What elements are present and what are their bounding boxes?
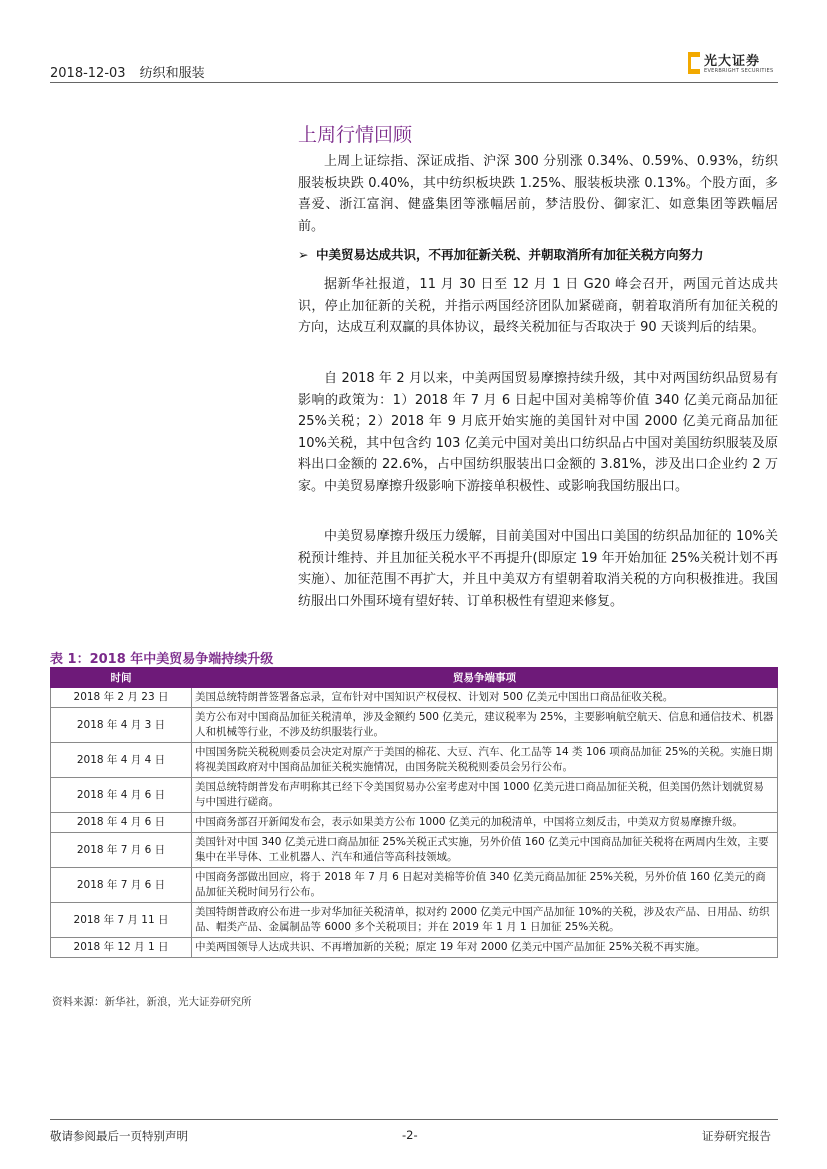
footer-report-type: 证券研究报告 bbox=[702, 1129, 771, 1143]
paragraph-trade-friction: 自 2018 年 2 月以来，中美两国贸易摩擦持续升级，其中对两国纺织品贸易有影响的政策为：1）2018 年 7 月 6 日起中国对美棉等价值 340 亿美元商品加征 25%关税；2）2018 年 9 月底开始实施的美国针对中国 2000 亿美元商品加征 10%关税，其中包含约 103 亿美元中国对美出口纺织品占中国对美国纺织服装及原料出口金额的 22.6%，占中国纺织服装出口金额的 3.81%，涉及出口企业约 2 万家。中美贸易摩擦升级影响下游接单积极性、或影响我国纺服出口。 bbox=[298, 371, 778, 494]
logo-english: EVERBRIGHT SECURITIES bbox=[704, 68, 774, 74]
paragraph-outlook: 中美贸易摩擦升级压力缓解，目前美国对中国出口美国的纺织品加征的 10%关税预计维持、并且加征关税水平不再提升(即原定 19 年开始加征 25%关税计划不再实施）、加征范围不再扩大，并且中美双方有望朝着取消关税的方向积极推进。我国纺服出口外围环境有望好转、订单积极性有望迎来修复。 bbox=[298, 529, 778, 609]
bullet-heading bbox=[298, 245, 788, 263]
report-sector: 纺织和服装 bbox=[139, 66, 205, 81]
table-row bbox=[51, 778, 778, 813]
row-event: 美国总统特朗普签署备忘录，宣布针对中国知识产权侵权、计划对 500 亿美元中国出口商品征收关税。 bbox=[192, 688, 778, 708]
footer-rule bbox=[50, 1119, 778, 1120]
table-row bbox=[51, 868, 778, 903]
table-row bbox=[51, 688, 778, 708]
row-date: 2018 年 4 月 6 日 bbox=[51, 778, 192, 813]
footer-disclaimer: 敬请参阅最后一页特别声明 bbox=[50, 1129, 188, 1143]
row-date: 2018 年 4 月 6 日 bbox=[51, 813, 192, 833]
row-date: 2018 年 7 月 11 日 bbox=[51, 903, 192, 938]
header-date: 时间 bbox=[51, 668, 192, 688]
arrow-bullet-icon: ➢ bbox=[298, 247, 309, 262]
row-event: 美方公布对中国商品加征关税清单，涉及金额约 500 亿美元，建议税率为 25%，主要影响航空航天、信息和通信技术、机器人和机械等行业，不涉及纺织服装行业。 bbox=[192, 708, 778, 743]
trade-dispute-table bbox=[50, 667, 778, 958]
row-date: 2018 年 7 月 6 日 bbox=[51, 833, 192, 868]
footer-page-number: -2- bbox=[402, 1128, 418, 1142]
table-title: 表 1：2018 年中美贸易争端持续升级 bbox=[50, 652, 274, 667]
row-date: 2018 年 4 月 4 日 bbox=[51, 743, 192, 778]
row-event: 中美两国领导人达成共识、不再增加新的关税；原定 19 年对 2000 亿美元中国产品加征 25%关税不再实施。 bbox=[192, 938, 778, 958]
header-event: 贸易争端事项 bbox=[192, 668, 778, 688]
row-date: 2018 年 7 月 6 日 bbox=[51, 868, 192, 903]
paragraph-g20: 据新华社报道，11 月 30 日至 12 月 1 日 G20 峰会召开，两国元首达成共识，停止加征新的关税，并指示两国经济团队加紧磋商，朝着取消所有加征关税的方向，达成互利双赢的具体协议，最终关税加征与否取决于 90 天谈判后的结果。 bbox=[298, 277, 778, 335]
table-source: 资料来源：新华社，新浪，光大证券研究所 bbox=[52, 996, 252, 1008]
section-title: 上周行情回顾 bbox=[298, 124, 413, 146]
table-row bbox=[51, 833, 778, 868]
table-row bbox=[51, 743, 778, 778]
row-date: 2018 年 4 月 3 日 bbox=[51, 708, 192, 743]
table-row bbox=[51, 813, 778, 833]
table-header-row bbox=[51, 668, 778, 688]
report-header bbox=[50, 62, 205, 81]
row-event: 中国商务部召开新闻发布会，表示如果美方公布 1000 亿美元的加税清单，中国将立刻反击，中美双方贸易摩擦升级。 bbox=[192, 813, 778, 833]
row-event: 中国商务部做出回应，将于 2018 年 7 月 6 日起对美棉等价值 340 亿美元商品加征 25%关税，另外价值 160 亿美元的商品加征关税时间另行公布。 bbox=[192, 868, 778, 903]
row-event: 美国特朗普政府公布进一步对华加征关税清单，拟对约 2000 亿美元中国产品加征 10%的关税，涉及农产品、日用品、纺织品、帽类产品、金属制品等 6000 多个关税项目；并在 2019 年 1 月 1 日加征 25%关税。 bbox=[192, 903, 778, 938]
everbright-logo bbox=[688, 50, 788, 80]
row-date: 2018 年 12 月 1 日 bbox=[51, 938, 192, 958]
logo-mark-icon bbox=[688, 52, 700, 74]
logo-name: 光大证券 bbox=[704, 54, 761, 69]
bullet-heading-text: 中美贸易达成共识，不再加征新关税、并朝取消所有加征关税方向努力 bbox=[316, 247, 704, 262]
row-event: 中国国务院关税税则委员会决定对原产于美国的棉花、大豆、汽车、化工品等 14 类 106 项商品加征 25%的关税。实施日期将视美国政府对中国商品加征关税实施情况，由国务院关税税则委员会另行公布。 bbox=[192, 743, 778, 778]
table-row bbox=[51, 938, 778, 958]
header-rule bbox=[50, 82, 778, 83]
row-event: 美国总统特朗普发布声明称其已经下令美国贸易办公室考虑对中国 1000 亿美元进口商品加征关税，但美国仍然计划就贸易与中国进行磋商。 bbox=[192, 778, 778, 813]
table-row bbox=[51, 903, 778, 938]
row-event: 美国针对中国 340 亿美元进口商品加征 25%关税正式实施，另外价值 160 亿美元中国商品加征关税将在两周内生效，主要集中在半导体、工业机器人、汽车和通信等高科技领域。 bbox=[192, 833, 778, 868]
row-date: 2018 年 2 月 23 日 bbox=[51, 688, 192, 708]
report-date: 2018-12-03 bbox=[50, 66, 126, 81]
table-row bbox=[51, 708, 778, 743]
paragraph-market-review: 上周上证综指、深证成指、沪深 300 分别涨 0.34%、0.59%、0.93%，纺织服装板块跌 0.40%，其中纺织板块跌 1.25%、服装板块涨 0.13%。个股方面，多喜爱、浙江富润、健盛集团等涨幅居前，梦洁股份、御家汇、如意集团等跌幅居前。 bbox=[298, 154, 778, 234]
